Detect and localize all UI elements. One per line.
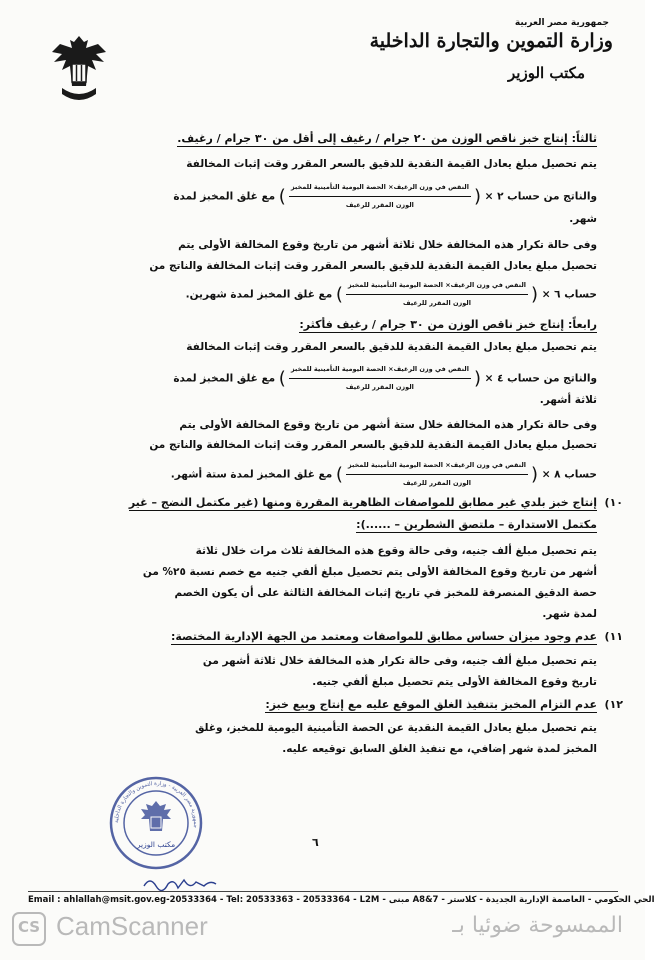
section3-calc-prefix: والناتج من حساب ٢ × [484, 190, 597, 203]
paren-open: ( [531, 284, 539, 305]
formula-fraction [346, 278, 528, 311]
stamp-ring-text: جمهورية مصر العربية - وزارة التموين والتجارة الداخلية [113, 780, 199, 829]
paren-open: ( [473, 368, 481, 389]
paren-close: ) [335, 464, 343, 485]
paren-close: ) [335, 284, 343, 305]
paren-open: ( [473, 186, 481, 207]
section3-line4: وفى حالة تكرار هذه المخالفة خلال ثلاثة أشهر من تاريخ وقوع المخالفة الأولى يتم [178, 239, 597, 251]
camscanner-logo-text: CS [18, 918, 41, 936]
official-stamp [108, 775, 204, 871]
fraction-denominator: الوزن المقرر للرغيف [402, 479, 471, 487]
item12-line2: المخبز لمدة شهر إضافي، مع تنفيذ الغلق السابق توقيعه عليه. [282, 743, 597, 755]
item10-number: ١٠) [604, 496, 623, 509]
section3-formula-line2 [186, 278, 597, 311]
stamp-center-text: مكتب الوزير [136, 840, 176, 849]
section3-calc-suffix: مع غلق المخبز لمدة [173, 190, 276, 203]
fraction-numerator: النقص في وزن الرغيف× الحصة اليومية التأمينية للمخبز [289, 180, 471, 197]
section4-calc-prefix: والناتج من حساب ٤ × [484, 372, 597, 385]
footer-divider [28, 891, 618, 892]
eagle-emblem-icon [48, 30, 110, 110]
fraction-denominator: الوزن المقرر للرغيف [345, 383, 414, 391]
item12-line1: يتم تحصيل مبلغ يعادل القيمة النقدية عن الحصة التأمينية اليومية للمخبز، وغلق [195, 722, 597, 734]
section3-heading: ثالثاً: إنتاج خبز ناقص الوزن من ٢٠ جرام / رغيف إلى أقل من ٣٠ جرام / رغيف. [177, 132, 597, 145]
section3-line5: تحصيل مبلغ يعادل القيمة النقدية للدقيق بالسعر المقرر وقت إثبات المخالفة والناتج من [149, 260, 597, 272]
item10-heading-line2: مكتمل الاستدارة – ملتصق الشطرين – ......): [356, 518, 597, 531]
header-republic: جمهورية مصر العربية [514, 18, 609, 28]
item11-line1: يتم تحصيل مبلغ ألف جنيه، وفى حالة تكرار هذه المخالفة خلال ثلاثة أشهر من [202, 655, 597, 667]
fraction-numerator: النقص في وزن الرغيف× الحصة اليومية التأمينية للمخبز [346, 278, 528, 295]
fraction-denominator: الوزن المقرر للرغيف [402, 299, 471, 307]
footer-contact: Email : ahlallah@msit.gov.eg-20533364 - Tel: 20533363 - 20533364 - L2M - مبنى A8&7 - الحي الحكومي - العاصمة الإدارية الجديدة - كلاستر [28, 895, 655, 905]
item12-heading: عدم التزام المخبز بتنفيذ الغلق الموقع عليه مع إنتاج وبيع خبز: [265, 698, 597, 711]
header-office: مكتب الوزير [508, 64, 585, 82]
section4-line3: ثلاثة أشهر. [539, 394, 597, 406]
header-ministry: وزارة التموين والتجارة الداخلية [369, 30, 613, 52]
item11-heading: عدم وجود ميزان حساس مطابق للمواصفات ومعتمد من الجهة الإدارية المختصة: [170, 630, 597, 643]
camscanner-brand: CamScanner [56, 911, 208, 941]
section4-calc2-suffix: مع غلق المخبز لمدة ستة أشهر. [170, 468, 333, 481]
handwritten-signature [140, 870, 220, 896]
item11-line2: تاريخ وقوع المخالفة الأولى يتم تحصيل مبلغ ألفي جنيه. [312, 676, 597, 688]
section3-line1: يتم تحصيل مبلغ يعادل القيمة النقدية للدقيق بالسعر المقرر وقت إثبات المخالفة [186, 158, 597, 170]
item11-number: ١١) [604, 630, 623, 643]
item10-line2: أشهر من تاريخ وقوع المخالفة الأولى يتم تحصيل مبلغ ألفي جنيه مع خصم نسبة ٢٥% من [142, 566, 597, 578]
formula-fraction [289, 180, 471, 213]
camscanner-logo-icon [12, 912, 46, 946]
section4-calc2-prefix: حساب ٨ × [541, 468, 597, 481]
fraction-numerator: النقص في وزن الرغيف× الحصة اليومية التأمينية للمخبز [346, 458, 528, 475]
fraction-denominator: الوزن المقرر للرغيف [345, 201, 414, 209]
section4-line1: يتم تحصيل مبلغ يعادل القيمة النقدية للدقيق بالسعر المقرر وقت إثبات المخالفة [186, 341, 597, 353]
item10-line3: حصة الدقيق المنصرفة للمخبز في تاريخ إثبات المخالفة الثالثة على أن يكون الخصم [174, 587, 597, 599]
section4-formula-line2 [171, 458, 597, 491]
item10-line4: لمدة شهر. [542, 608, 597, 620]
section4-line5: تحصيل مبلغ يعادل القيمة النقدية للدقيق بالسعر المقرر وقت إثبات المخالفة والناتج من [149, 439, 597, 451]
formula-fraction [289, 362, 471, 395]
section4-calc-suffix: مع غلق المخبز لمدة [173, 372, 276, 385]
paren-close: ) [278, 186, 286, 207]
section3-calc2-prefix: حساب ٦ × [541, 288, 597, 301]
formula-fraction [346, 458, 528, 491]
page-number: ٦ [312, 836, 319, 849]
fraction-numerator: النقص في وزن الرغيف× الحصة اليومية التأمينية للمخبز [289, 362, 471, 379]
section4-heading: رابعاً: إنتاج خبز ناقص الوزن من ٣٠ جرام / رغيف فأكثر: [299, 318, 597, 331]
section4-line4: وفى حالة تكرار هذه المخالفة خلال ستة أشهر من تاريخ وقوع المخالفة الأولى يتم [179, 419, 597, 431]
item10-heading-line1: إنتاج خبز بلدي غير مطابق للمواصفات الظاهرية المقررة ومنها (غير مكتمل النضج – غير [128, 496, 597, 509]
item10-line1: يتم تحصيل مبلغ ألف جنيه، وفى حالة وقوع هذه المخالفة ثلاث مرات خلال ثلاثة [195, 545, 597, 557]
camscanner-arabic-caption: الممسوحة ضوئيا بـ [452, 913, 623, 938]
section3-calc2-suffix: مع غلق المخبز لمدة شهرين. [185, 288, 333, 301]
section4-formula-line [173, 362, 597, 395]
paren-open: ( [531, 464, 539, 485]
section3-formula-line [173, 180, 597, 213]
section3-line3: شهر. [569, 213, 597, 225]
paren-close: ) [278, 368, 286, 389]
item12-number: ١٢) [604, 698, 623, 711]
